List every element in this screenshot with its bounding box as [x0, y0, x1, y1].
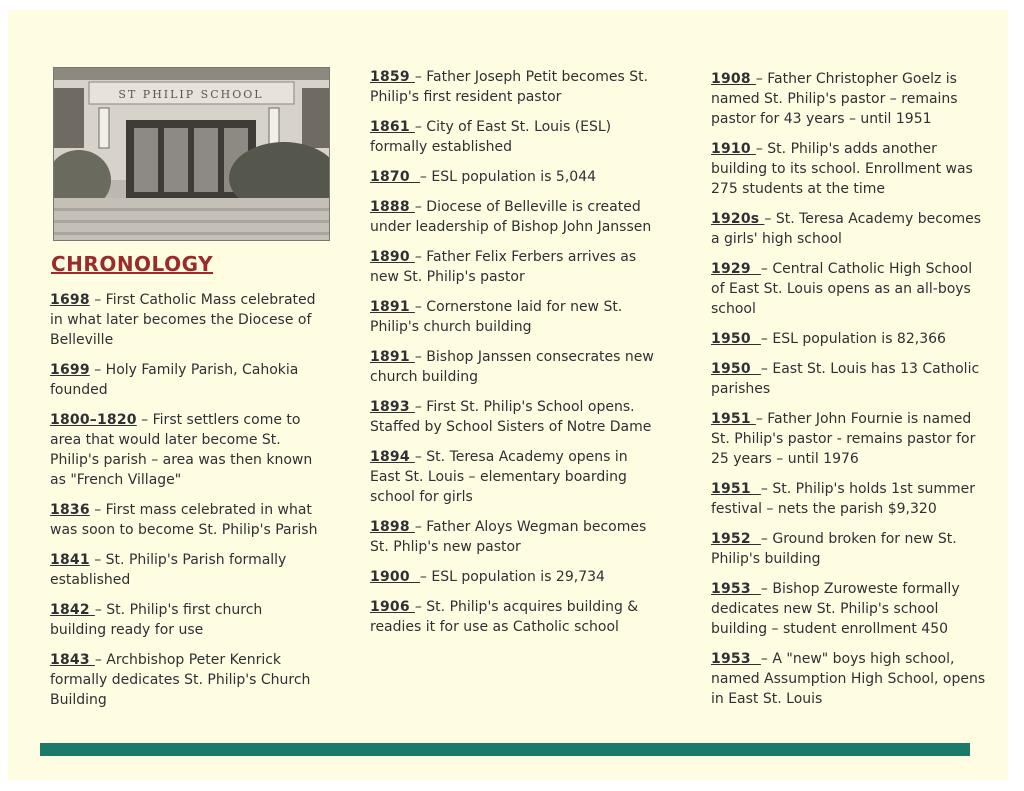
entry-year: 1950 [711, 361, 761, 377]
entry-text: – ESL population is 82,366 [760, 331, 946, 347]
timeline-entry [370, 67, 660, 107]
entry-year: 1953 [711, 581, 761, 597]
entry-text: – East St. Louis has 13 Catholic parishes [711, 361, 980, 397]
entry-text: – First Catholic Mass celebrated in what later becomes the Diocese of Belleville [50, 292, 316, 348]
entry-text: – Diocese of Belleville is created under leadership of Bishop John Janssen [370, 199, 652, 235]
entry-text: – Father John Fournie is named St. Philip's pastor - remains pastor for 25 years – until 1976 [711, 411, 976, 467]
entry-year: 1836 [50, 502, 90, 518]
timeline-entry [370, 447, 660, 507]
timeline-entry [370, 297, 660, 337]
chronology-column-2 [370, 67, 660, 647]
entry-text: – St. Philip's adds another building to its school. Enrollment was 275 students at the time [711, 141, 973, 197]
entry-text: – Father Aloys Wegman becomes St. Phlip's new pastor [370, 519, 647, 555]
entry-year: 1898 [370, 519, 415, 535]
timeline-entry [50, 360, 320, 400]
school-photo [53, 67, 330, 241]
entry-year: 1900 [370, 569, 420, 585]
timeline-entry [711, 209, 986, 249]
entry-year: 1952 [711, 531, 761, 547]
page-title: CHRONOLOGY [51, 252, 214, 276]
entry-text: – Cornerstone laid for new St. Philip's church building [370, 299, 623, 335]
timeline-entry [50, 650, 320, 710]
timeline-entry [50, 550, 320, 590]
entry-year: 1910 [711, 141, 756, 157]
entry-year: 1699 [50, 362, 90, 378]
entry-year: 1859 [370, 69, 415, 85]
entry-year: 1894 [370, 449, 415, 465]
timeline-entry [711, 479, 986, 519]
entry-year: 1908 [711, 71, 756, 87]
entry-year: 1893 [370, 399, 415, 415]
entry-text: – St. Philip's acquires building & readies it for use as Catholic school [370, 599, 639, 635]
timeline-entry [711, 359, 986, 399]
entry-year: 1951 [711, 481, 761, 497]
chronology-column-1 [50, 290, 320, 720]
entry-year: 1870 [370, 169, 420, 185]
entry-year: 1929 [711, 261, 761, 277]
timeline-entry [50, 410, 320, 490]
entry-text: – Father Felix Ferbers arrives as new St. Philip's pastor [370, 249, 637, 285]
timeline-entry [50, 290, 320, 350]
entry-text: – Bishop Janssen consecrates new church building [370, 349, 654, 385]
timeline-entry [370, 117, 660, 157]
entry-text: – ESL population is 29,734 [419, 569, 605, 585]
timeline-entry [711, 69, 986, 129]
timeline-entry [50, 500, 320, 540]
timeline-entry [370, 347, 660, 387]
entry-text: – St. Philip's Parish formally established [50, 552, 287, 588]
entry-year: 1906 [370, 599, 415, 615]
entry-text: – Father Joseph Petit becomes St. Philip's first resident pastor [370, 69, 649, 105]
entry-year: 1800–1820 [50, 412, 137, 428]
entry-text: – First settlers come to area that would later become St. Philip's parish – area was then known as "French Village" [50, 412, 313, 488]
entry-text: – First mass celebrated in what was soon to become St. Philip's Parish [50, 502, 318, 538]
entry-year: 1953 [711, 651, 761, 667]
school-sign-text: ST PHILIP SCHOOL [118, 88, 264, 101]
entry-text: – Bishop Zuroweste formally dedicates new St. Philip's school building – student enrollment 450 [711, 581, 960, 637]
timeline-entry [50, 600, 320, 640]
entry-year: 1841 [50, 552, 90, 568]
entry-text: – St. Teresa Academy becomes a girls' high school [711, 211, 982, 247]
document-page [8, 10, 1008, 780]
timeline-entry [711, 329, 986, 349]
entry-text: – Holy Family Parish, Cahokia founded [50, 362, 299, 398]
timeline-entry [711, 259, 986, 319]
timeline-entry [370, 247, 660, 287]
timeline-entry [370, 517, 660, 557]
entry-year: 1890 [370, 249, 415, 265]
school-building-illustration [54, 68, 329, 240]
entry-year: 1891 [370, 299, 415, 315]
entry-text: – Father Christopher Goelz is named St. Philip's pastor – remains pastor for 43 years – until 1951 [711, 71, 958, 127]
entry-year: 1950 [711, 331, 761, 347]
entry-year: 1861 [370, 119, 415, 135]
entry-text: – A "new" boys high school, named Assumption High School, opens in East St. Louis [711, 651, 986, 707]
timeline-entry [711, 529, 986, 569]
entry-year: 1920s [711, 211, 765, 227]
entry-text: – St. Philip's holds 1st summer festival – nets the parish $9,320 [711, 481, 976, 517]
entry-text: – St. Teresa Academy opens in East St. Louis – elementary boarding school for girls [370, 449, 628, 505]
timeline-entry [711, 579, 986, 639]
entry-text: – St. Philip's first church building ready for use [50, 602, 263, 638]
timeline-entry [370, 597, 660, 637]
entry-text: – Ground broken for new St. Philip's building [711, 531, 957, 567]
timeline-entry [711, 409, 986, 469]
entry-year: 1891 [370, 349, 415, 365]
footer-bar [40, 743, 970, 756]
timeline-entry [711, 649, 986, 709]
timeline-entry [711, 139, 986, 199]
chronology-column-3 [711, 69, 986, 719]
entry-year: 1843 [50, 652, 95, 668]
entry-text: – Central Catholic High School of East St. Louis opens as an all-boys school [711, 261, 973, 317]
entry-text: – ESL population is 5,044 [419, 169, 597, 185]
timeline-entry [370, 567, 660, 587]
entry-text: – First St. Philip's School opens. Staffed by School Sisters of Notre Dame [370, 399, 652, 435]
timeline-entry [370, 167, 660, 187]
timeline-entry [370, 197, 660, 237]
timeline-entry [370, 397, 660, 437]
entry-text: – City of East St. Louis (ESL) formally established [370, 119, 612, 155]
entry-year: 1951 [711, 411, 756, 427]
entry-year: 1842 [50, 602, 95, 618]
entry-year: 1698 [50, 292, 90, 308]
entry-year: 1888 [370, 199, 415, 215]
entry-text: – Archbishop Peter Kenrick formally dedicates St. Philip's Church Building [50, 652, 311, 708]
